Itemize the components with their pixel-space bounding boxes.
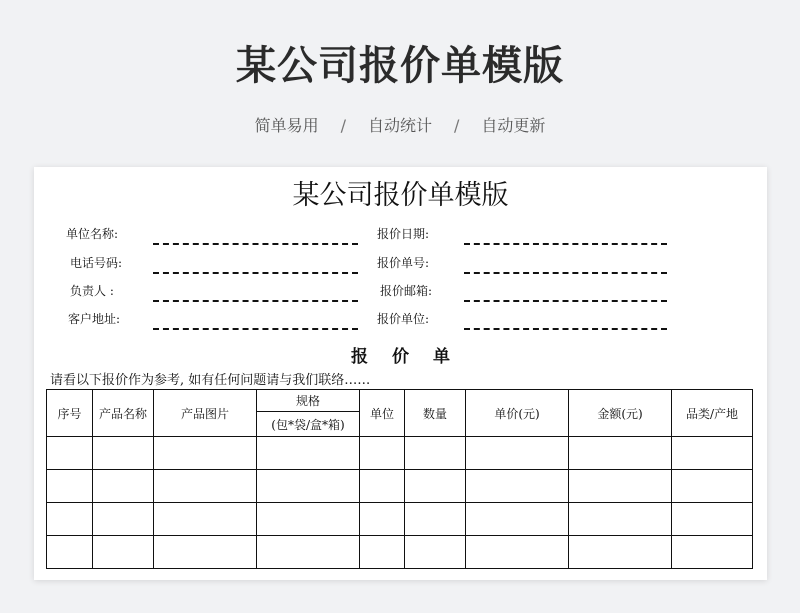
table-cell[interactable] bbox=[93, 437, 154, 470]
quote-email-blank[interactable] bbox=[464, 300, 667, 302]
header-cell-unit-price: 单价(元) bbox=[466, 390, 569, 437]
header-cell-index: 序号 bbox=[47, 390, 93, 437]
table-cell[interactable] bbox=[93, 536, 154, 569]
table-cell[interactable] bbox=[569, 503, 672, 536]
table-row bbox=[47, 536, 753, 569]
table-cell[interactable] bbox=[466, 470, 569, 503]
table-cell[interactable] bbox=[360, 536, 405, 569]
table-cell[interactable] bbox=[466, 437, 569, 470]
table-row bbox=[47, 437, 753, 470]
heading-char: 单 bbox=[433, 347, 450, 367]
field-label-phone: 电话号码: bbox=[70, 256, 123, 270]
quote-table bbox=[46, 389, 753, 569]
table-cell[interactable] bbox=[360, 503, 405, 536]
feature-item: 自动更新 bbox=[481, 116, 546, 135]
header-cell-category-origin: 品类/产地 bbox=[672, 390, 753, 437]
table-cell[interactable] bbox=[360, 470, 405, 503]
field-label-quote-date: 报价日期: bbox=[377, 227, 430, 241]
table-cell[interactable] bbox=[405, 536, 466, 569]
table-cell[interactable] bbox=[47, 437, 93, 470]
table-cell[interactable] bbox=[257, 470, 360, 503]
header-cell-spec: 规格 bbox=[257, 390, 360, 412]
table-cell[interactable] bbox=[154, 503, 257, 536]
customer-address-blank[interactable] bbox=[153, 328, 358, 330]
table-cell[interactable] bbox=[93, 470, 154, 503]
header-cell-spec-subtitle: (包*袋/盒*箱) bbox=[257, 412, 360, 437]
feature-tagline bbox=[0, 113, 800, 136]
table-cell[interactable] bbox=[47, 503, 93, 536]
feature-item: 简单易用 bbox=[254, 116, 319, 135]
table-cell[interactable] bbox=[47, 470, 93, 503]
table-cell[interactable] bbox=[405, 503, 466, 536]
table-cell[interactable] bbox=[672, 503, 753, 536]
table-cell[interactable] bbox=[257, 536, 360, 569]
separator: / bbox=[454, 116, 460, 135]
table-cell[interactable] bbox=[466, 536, 569, 569]
document-title: 某公司报价单模版 bbox=[292, 180, 509, 211]
company-name-blank[interactable] bbox=[153, 243, 358, 245]
heading-char: 价 bbox=[392, 347, 409, 367]
field-label-company-name: 单位名称: bbox=[66, 227, 119, 241]
table-cell[interactable] bbox=[257, 437, 360, 470]
header-cell-quantity: 数量 bbox=[405, 390, 466, 437]
header-cell-product-image: 产品图片 bbox=[154, 390, 257, 437]
contact-person-blank[interactable] bbox=[153, 300, 358, 302]
banner-title: 某公司报价单模版 bbox=[236, 43, 564, 89]
table-cell[interactable] bbox=[405, 470, 466, 503]
heading-char: 报 bbox=[351, 347, 368, 367]
table-cell[interactable] bbox=[672, 437, 753, 470]
table-cell[interactable] bbox=[154, 437, 257, 470]
table-cell[interactable] bbox=[405, 437, 466, 470]
table-cell[interactable] bbox=[569, 536, 672, 569]
table-row bbox=[47, 470, 753, 503]
table-cell[interactable] bbox=[47, 536, 93, 569]
field-label-quote-number: 报价单号: bbox=[377, 256, 430, 270]
table-cell[interactable] bbox=[672, 470, 753, 503]
table-header-row bbox=[47, 390, 753, 412]
table-cell[interactable] bbox=[672, 536, 753, 569]
header-cell-product-name: 产品名称 bbox=[93, 390, 154, 437]
table-cell[interactable] bbox=[93, 503, 154, 536]
field-label-customer-address: 客户地址: bbox=[68, 312, 121, 326]
table-cell[interactable] bbox=[154, 470, 257, 503]
table-cell[interactable] bbox=[569, 470, 672, 503]
field-label-quote-email: 报价邮箱: bbox=[380, 284, 433, 298]
table-cell[interactable] bbox=[154, 536, 257, 569]
header-cell-amount: 金额(元) bbox=[569, 390, 672, 437]
field-label-contact-person: 负责人 : bbox=[70, 284, 114, 298]
reference-note: 请看以下报价作为参考, 如有任何问题请与我们联络…… bbox=[50, 373, 371, 388]
table-row bbox=[47, 503, 753, 536]
table-cell[interactable] bbox=[257, 503, 360, 536]
separator: / bbox=[340, 116, 346, 135]
table-cell[interactable] bbox=[466, 503, 569, 536]
table-cell[interactable] bbox=[569, 437, 672, 470]
quote-sheet bbox=[34, 167, 767, 580]
quote-date-blank[interactable] bbox=[464, 243, 667, 245]
quote-heading bbox=[34, 342, 767, 367]
quote-unit-blank[interactable] bbox=[464, 328, 667, 330]
quote-number-blank[interactable] bbox=[464, 272, 667, 274]
header-cell-unit: 单位 bbox=[360, 390, 405, 437]
phone-blank[interactable] bbox=[153, 272, 358, 274]
table-cell[interactable] bbox=[360, 437, 405, 470]
feature-item: 自动统计 bbox=[367, 116, 432, 135]
field-label-quote-unit: 报价单位: bbox=[377, 312, 430, 326]
